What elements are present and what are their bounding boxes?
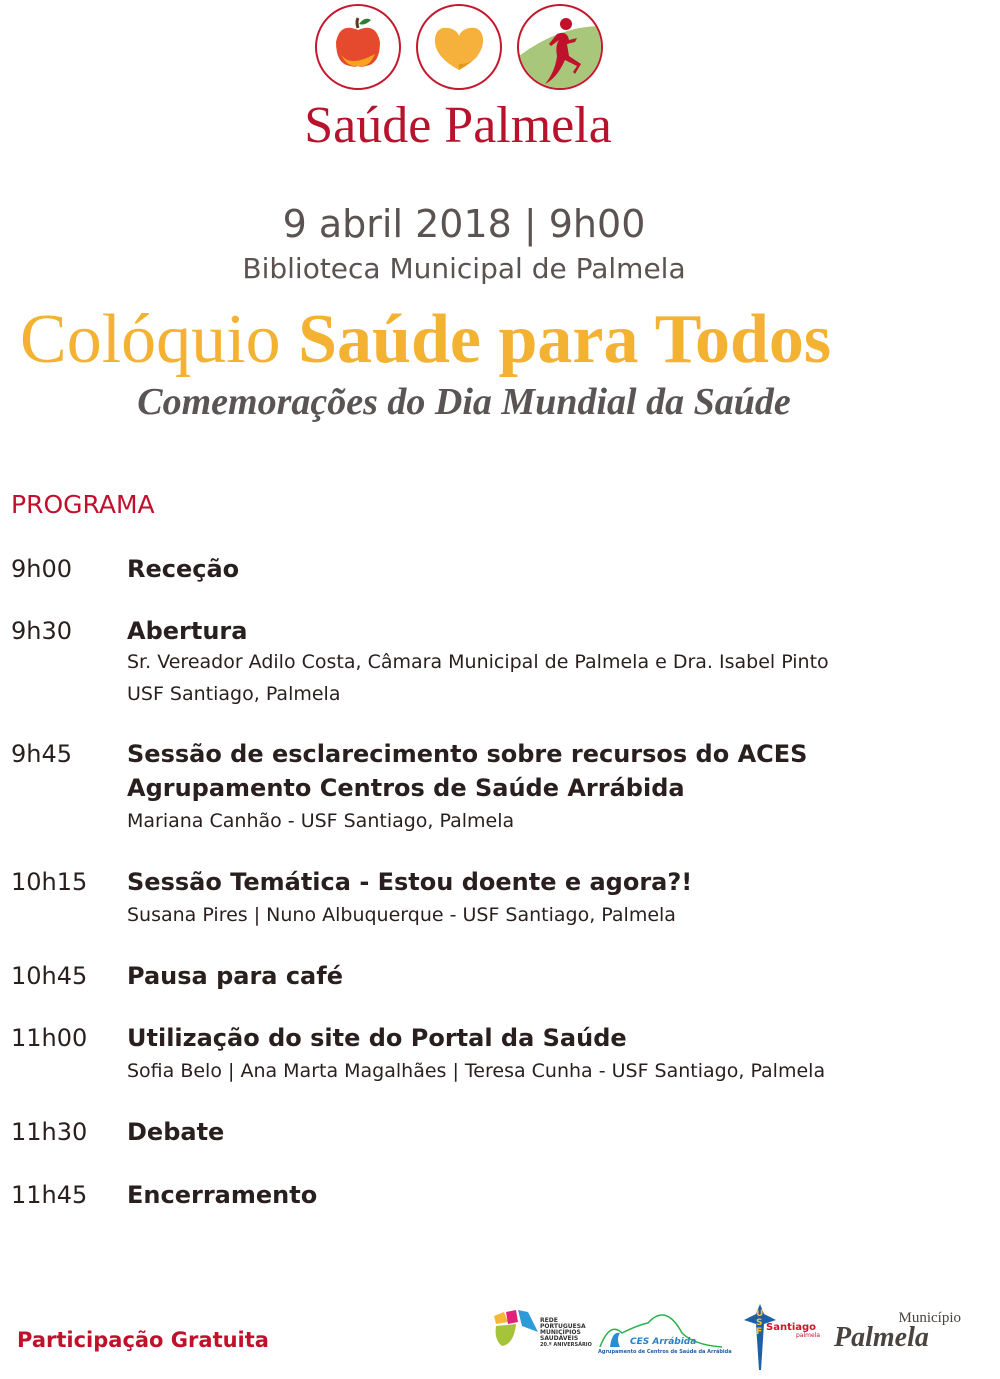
- rede-text: PORTUGUESA: [540, 1323, 586, 1330]
- municipio-palmela-logo: [832, 1310, 967, 1355]
- aces-subtitle: Agrupamento de Centros de Saúde da Arrábida: [598, 1349, 732, 1355]
- runner-icon: [517, 4, 603, 90]
- santiago-text: Santiago: [766, 1322, 817, 1333]
- item-time: 11h00: [11, 1024, 88, 1052]
- item-title: Abertura: [127, 617, 248, 645]
- event-venue: Biblioteca Municipal de Palmela: [242, 252, 686, 285]
- item-detail: Sr. Vereador Adilo Costa, Câmara Municipal de Palmela e Dra. Isabel Pinto: [127, 651, 829, 673]
- rede-text: MUNICÍPIOS: [540, 1329, 581, 1336]
- item-time: 9h45: [11, 740, 73, 768]
- item-time: 10h45: [11, 962, 88, 990]
- item-time: 11h45: [11, 1181, 88, 1209]
- santiago-sub: palmela: [796, 1332, 821, 1339]
- item-title: Encerramento: [127, 1181, 318, 1209]
- item-time: 9h00: [11, 555, 73, 583]
- heart-icon: [416, 4, 502, 90]
- brand-title: Saúde Palmela: [304, 97, 612, 154]
- title-bold: Saúde para Todos: [298, 301, 832, 378]
- item-title-line2: Agrupamento Centros de Saúde Arrábida: [127, 774, 685, 802]
- item-time: 11h30: [11, 1118, 88, 1146]
- rede-text: REDE: [540, 1317, 558, 1324]
- item-detail: Mariana Canhão - USF Santiago, Palmela: [127, 810, 515, 832]
- usf-santiago-logo: [740, 1302, 820, 1372]
- aces-arrabida-logo: [598, 1305, 732, 1360]
- rede-municipios-logo: [492, 1308, 592, 1358]
- item-detail: Susana Pires | Nuno Albuquerque - USF Santiago, Palmela: [127, 904, 676, 926]
- programme-heading: PROGRAMA: [11, 490, 155, 519]
- item-title: Debate: [127, 1118, 225, 1146]
- item-time: 9h30: [11, 617, 73, 645]
- item-title: Utilização do site do Portal da Saúde: [127, 1024, 627, 1052]
- event-title: [20, 300, 831, 380]
- item-title: Receção: [127, 555, 240, 583]
- free-participation: Participação Gratuita: [17, 1328, 269, 1352]
- item-time: 10h15: [11, 868, 88, 896]
- apple-icon: [315, 4, 401, 90]
- rede-text: 20.º ANIVERSÁRIO: [540, 1342, 592, 1348]
- event-date: 9 abril 2018 | 9h00: [282, 202, 646, 246]
- rede-text: SAUDÁVEIS: [540, 1335, 579, 1342]
- item-title: Pausa para café: [127, 962, 343, 990]
- item-detail: USF Santiago, Palmela: [127, 683, 341, 705]
- item-title: Sessão de esclarecimento sobre recursos do ACES: [127, 740, 808, 768]
- usf-text: USF: [756, 1309, 764, 1337]
- item-detail: Sofia Belo | Ana Marta Magalhães | Teresa Cunha - USF Santiago, Palmela: [127, 1060, 826, 1082]
- event-subtitle: Comemorações do Dia Mundial da Saúde: [137, 381, 791, 423]
- item-title: Sessão Temática - Estou doente e agora?!: [127, 868, 693, 896]
- municipio-text: Município: [898, 1310, 961, 1326]
- title-light: Colóquio: [20, 301, 281, 378]
- palmela-text: Palmela: [834, 1322, 929, 1353]
- aces-name: CES Arrábida: [630, 1337, 697, 1347]
